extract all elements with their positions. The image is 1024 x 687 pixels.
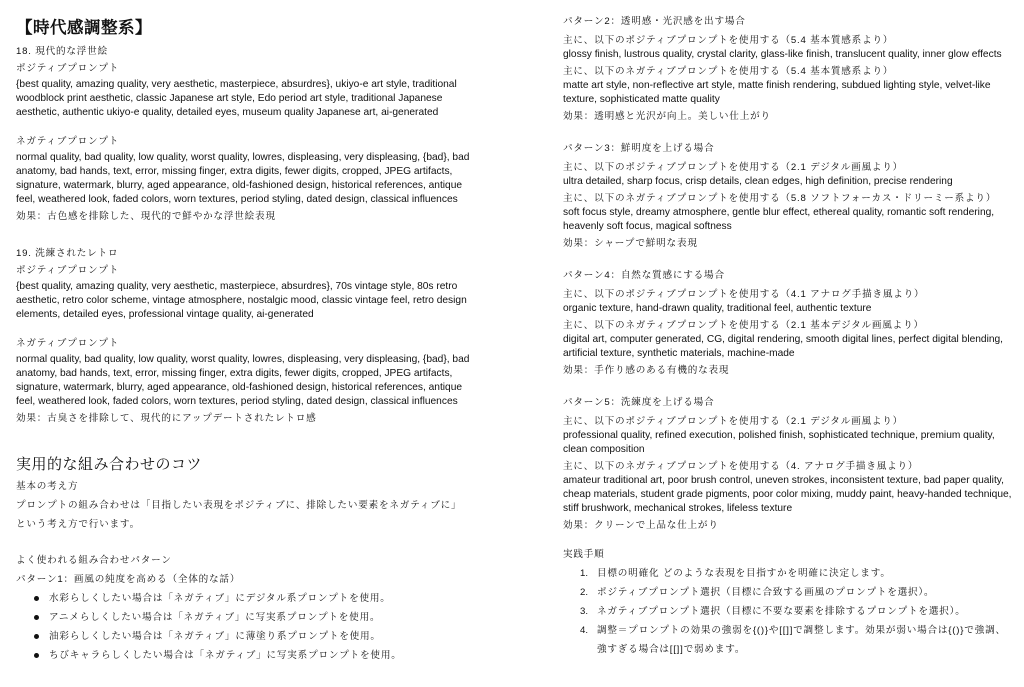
negative-prompt: amateur traditional art, poor brush control, uneven strokes, inconsistent texture, bad paper quality, cheap materials, student grade pigments, poor color mixing, muddy paint, heavy-handed technique, stiff brushwork, mechanical strokes, lifeless texture bbox=[563, 475, 1012, 514]
positive-label: 主に、以下のポジティブプロンプトを使用する（4.1 アナログ手描き風より） bbox=[563, 289, 925, 300]
negative-prompt: normal quality, bad quality, low quality, worst quality, lowres, displeasing, very displeasing, {bad}, bad anatomy, bad hands, text, error, missing finger, extra digits, fewer digits, cropped, JPEG artifacts, signature, watermark, blurry, aged appearance, old-fashioned design, historical references, antique feel, weathered look, faded colors, worn textures, period styling, dated design, classical influences bbox=[16, 354, 470, 407]
negative-label: ネガティブプロンプト bbox=[16, 136, 120, 147]
item-title: 19. 洗練されたレトロ bbox=[16, 248, 119, 259]
effect-text: 効果：クリーンで上品な仕上がり bbox=[563, 520, 719, 531]
step-number: 2. bbox=[580, 587, 589, 598]
list-item: 油彩らしくしたい場合は「ネガティブ」に薄塗り系プロンプトを使用。 bbox=[16, 627, 478, 646]
basics-line-1: プロンプトの組み合わせは「目指したい表現をポジティブに、排除したい要素をネガティブに」 bbox=[16, 500, 462, 511]
effect-text: 効果：古臭さを排除して、現代的にアップデートされたレトロ感 bbox=[16, 413, 317, 424]
step-text: ネガティブプロンプト選択（目標に不要な要素を排除するプロンプトを選択）。 bbox=[597, 606, 966, 617]
negative-prompt: matte art style, non-reflective art style, matte finish rendering, subdued lighting style, velvet-like texture, sophisticated matte quality bbox=[563, 80, 991, 105]
effect-text: 効果：古色感を排除した、現代的で鮮やかな浮世絵表現 bbox=[16, 211, 276, 222]
basics-label: 基本の考え方 bbox=[16, 481, 79, 492]
pattern-title: パターン2：透明感・光沢感を出す場合 bbox=[563, 16, 746, 27]
step-number: 4. bbox=[580, 625, 589, 636]
negative-prompt: soft focus style, dreamy atmosphere, gentle blur effect, ethereal quality, romantic soft rendering, heavenly soft focus, magical softness bbox=[563, 207, 995, 232]
pattern-title: パターン5：洗練度を上げる場合 bbox=[563, 397, 715, 408]
pattern-4 bbox=[563, 266, 1013, 380]
positive-label: ポジティブプロンプト bbox=[16, 63, 120, 74]
negative-label: ネガティブプロンプト bbox=[16, 338, 120, 349]
pattern-title: パターン4：自然な質感にする場合 bbox=[563, 270, 725, 281]
step-text: 目標の明確化 どのような表現を目指すかを明確に決定します。 bbox=[597, 568, 891, 579]
list-item bbox=[563, 564, 1013, 583]
negative-prompt: normal quality, bad quality, low quality, worst quality, lowres, displeasing, very displeasing, {bad}, bad anatomy, bad hands, text, error, missing finger, extra digits, fewer digits, cropped, JPEG artifacts, signature, watermark, blurry, aged appearance, old-fashioned design, historical references, antique feel, weathered look, faded colors, worn textures, period styling, dated design, classical influences bbox=[16, 152, 470, 205]
positive-prompt: ultra detailed, sharp focus, crisp details, clean edges, high definition, precise rendering bbox=[563, 176, 953, 187]
negative-prompt: digital art, computer generated, CG, digital rendering, smooth digital lines, perfect digital blending, artificial texture, synthetic materials, machine-made bbox=[563, 334, 1004, 359]
list-item bbox=[563, 602, 1013, 621]
patterns-label: よく使われる組み合わせパターン bbox=[16, 555, 172, 566]
step-number: 3. bbox=[580, 606, 589, 617]
positive-prompt: organic texture, hand-drawn quality, traditional feel, authentic texture bbox=[563, 303, 872, 314]
steps-list bbox=[563, 564, 1013, 659]
positive-prompt: {best quality, amazing quality, very aesthetic, masterpiece, absurdres}, ukiyo-e art style, traditional woodblock print aesthetic, classic Japanese art style, Edo period art style, traditional Japanese aesthetic, authentic ukiyo-e quality, detailed eyes, museum quality Japanese art, ai-generated bbox=[16, 79, 457, 118]
effect-text: 効果：シャープで鮮明な表現 bbox=[563, 238, 698, 249]
item-19 bbox=[16, 244, 478, 428]
negative-label: 主に、以下のネガティブプロンプトを使用する（2.1 基本デジタル画風より） bbox=[563, 320, 924, 331]
negative-label: 主に、以下のネガティブプロンプトを使用する（5.8 ソフトフォーカス・ドリーミー系より） bbox=[563, 193, 997, 204]
negative-label: 主に、以下のネガティブプロンプトを使用する（5.4 基本質感系より） bbox=[563, 66, 894, 77]
list-item bbox=[563, 583, 1013, 602]
positive-prompt: glossy finish, lustrous quality, crystal clarity, glass-like finish, translucent quality, inner glow effects bbox=[563, 49, 1002, 60]
list-item: アニメらしくしたい場合は「ネガティブ」に写実系プロンプトを使用。 bbox=[16, 608, 478, 627]
basics-line-2: という考え方で行います。 bbox=[16, 519, 140, 530]
positive-label: 主に、以下のポジティブプロンプトを使用する（2.1 デジタル画風より） bbox=[563, 162, 904, 173]
basics-section bbox=[16, 477, 478, 534]
effect-text: 効果：透明感と光沢が向上。美しい仕上がり bbox=[563, 111, 771, 122]
list-item: 水彩らしくしたい場合は「ネガティブ」にデジタル系プロンプトを使用。 bbox=[16, 589, 478, 608]
positive-label: 主に、以下のポジティブプロンプトを使用する（2.1 デジタル画風より） bbox=[563, 416, 904, 427]
step-text: ポジティブプロンプト選択（目標に合致する画風のプロンプトを選択）。 bbox=[597, 587, 935, 598]
item-18 bbox=[16, 42, 478, 226]
section-title: 【時代感調整系】 bbox=[16, 19, 152, 37]
list-item: ちびキャラらしくしたい場合は「ネガティブ」に写実系プロンプトを使用。 bbox=[16, 646, 478, 665]
patterns-section bbox=[16, 551, 478, 665]
steps-title: 実践手順 bbox=[563, 549, 605, 560]
positive-label: 主に、以下のポジティブプロンプトを使用する（5.4 基本質感系より） bbox=[563, 35, 894, 46]
pattern-1-title: パターン1：画風の純度を高める（全体的な話） bbox=[16, 574, 241, 585]
list-item bbox=[563, 621, 1013, 659]
pattern-5 bbox=[563, 393, 1013, 535]
step-number: 1. bbox=[580, 568, 589, 579]
negative-label: 主に、以下のネガティブプロンプトを使用する（4. アナログ手描き風より） bbox=[563, 461, 919, 472]
practice-steps bbox=[563, 545, 1013, 659]
pattern-title: パターン3：鮮明度を上げる場合 bbox=[563, 143, 715, 154]
step-text: 調整＝プロンプトの効果の強弱を{()}や[[]]で調整します。効果が弱い場合は{()}で強調、強すぎる場合は[[]]で弱めます。 bbox=[597, 625, 1006, 655]
item-title: 18. 現代的な浮世絵 bbox=[16, 46, 108, 57]
pattern-1-list bbox=[16, 589, 478, 665]
positive-label: ポジティブプロンプト bbox=[16, 265, 120, 276]
positive-prompt: {best quality, amazing quality, very aesthetic, masterpiece, absurdres}, 70s vintage style, 80s retro aesthetic, retro color scheme, vintage atmosphere, nostalgic mood, classic vintage feel, retro design elements, detailed eyes, professional vintage quality, ai-generated bbox=[16, 281, 467, 320]
pattern-3 bbox=[563, 139, 1013, 253]
positive-prompt: professional quality, refined execution, polished finish, sophisticated technique, premium quality, clean composition bbox=[563, 430, 995, 455]
tips-heading: 実用的な組み合わせのコツ bbox=[16, 456, 203, 473]
effect-text: 効果：手作り感のある有機的な表現 bbox=[563, 365, 730, 376]
pattern-2 bbox=[563, 12, 1013, 126]
